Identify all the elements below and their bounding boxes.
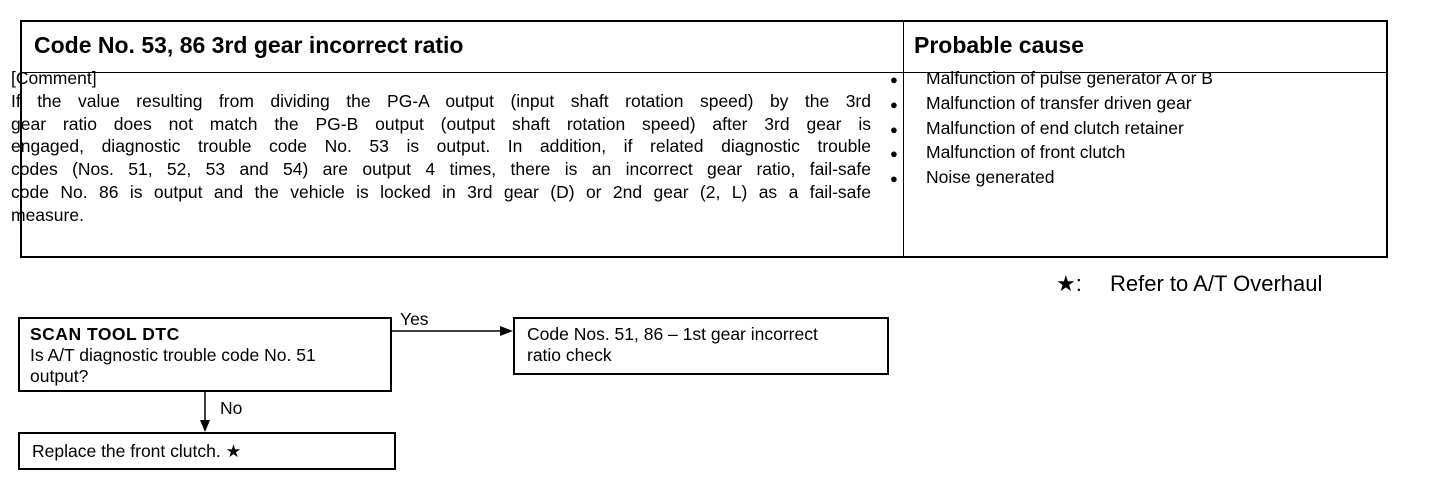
yes-arrowhead-icon bbox=[500, 326, 513, 336]
yes-label: Yes bbox=[400, 309, 429, 329]
comment-text-line: code No. 86 is output and the vehicle is locked in 3rd gear (D) or 2nd gear (2, L) as a fail-safe bbox=[11, 181, 871, 202]
cause-text: Malfunction of front clutch bbox=[926, 142, 1126, 163]
no-result-box bbox=[18, 432, 396, 470]
yes-result-line: Code Nos. 51, 86 – 1st gear incorrect bbox=[527, 324, 818, 344]
no-result-text: Replace the front clutch. ★ bbox=[32, 441, 242, 461]
bullet-icon: ● bbox=[890, 96, 898, 112]
bullet-icon: ● bbox=[890, 171, 898, 187]
comment-label: [Comment] bbox=[11, 68, 97, 88]
question-box bbox=[18, 317, 392, 392]
cause-text: Noise generated bbox=[926, 167, 1055, 188]
table-heading: Code No. 53, 86 3rd gear incorrect ratio bbox=[34, 32, 464, 58]
comment-text-line: measure. bbox=[11, 204, 84, 225]
cause-text: Malfunction of transfer driven gear bbox=[926, 92, 1192, 113]
comment-text-line: engaged, diagnostic trouble code No. 53 is output. In addition, if related diagnostic trouble bbox=[11, 136, 871, 157]
question-text-line: Is A/T diagnostic trouble code No. 51 bbox=[30, 345, 316, 365]
comment-text-line: codes (Nos. 51, 52, 53 and 54) are output 4 times, there is an incorrect gear ratio, fail-safe bbox=[11, 159, 871, 180]
no-label: No bbox=[220, 398, 243, 418]
star-icon: ★: bbox=[1056, 271, 1082, 296]
comment-text-line: If the value resulting from dividing the PG-A output (input shaft rotation speed) by the 3rd bbox=[11, 90, 871, 111]
cause-text: Malfunction of pulse generator A or B bbox=[926, 68, 1213, 88]
bullet-icon: ● bbox=[890, 146, 898, 162]
question-text-line: output? bbox=[30, 366, 89, 386]
cause-text: Malfunction of end clutch retainer bbox=[926, 117, 1184, 138]
comment-text-line: gear ratio does not match the PG-B output (output shaft rotation speed) after 3rd gear is bbox=[11, 113, 871, 134]
question-title: SCAN TOOL DTC bbox=[30, 324, 180, 344]
no-arrowhead-icon bbox=[200, 420, 210, 432]
yes-result-line: ratio check bbox=[527, 345, 612, 365]
probable-cause-heading: Probable cause bbox=[914, 32, 1085, 58]
legend-text: Refer to A/T Overhaul bbox=[1110, 271, 1323, 296]
bullet-icon: ● bbox=[890, 121, 898, 137]
bullet-icon: ● bbox=[890, 72, 898, 87]
yes-result-box bbox=[513, 317, 889, 375]
